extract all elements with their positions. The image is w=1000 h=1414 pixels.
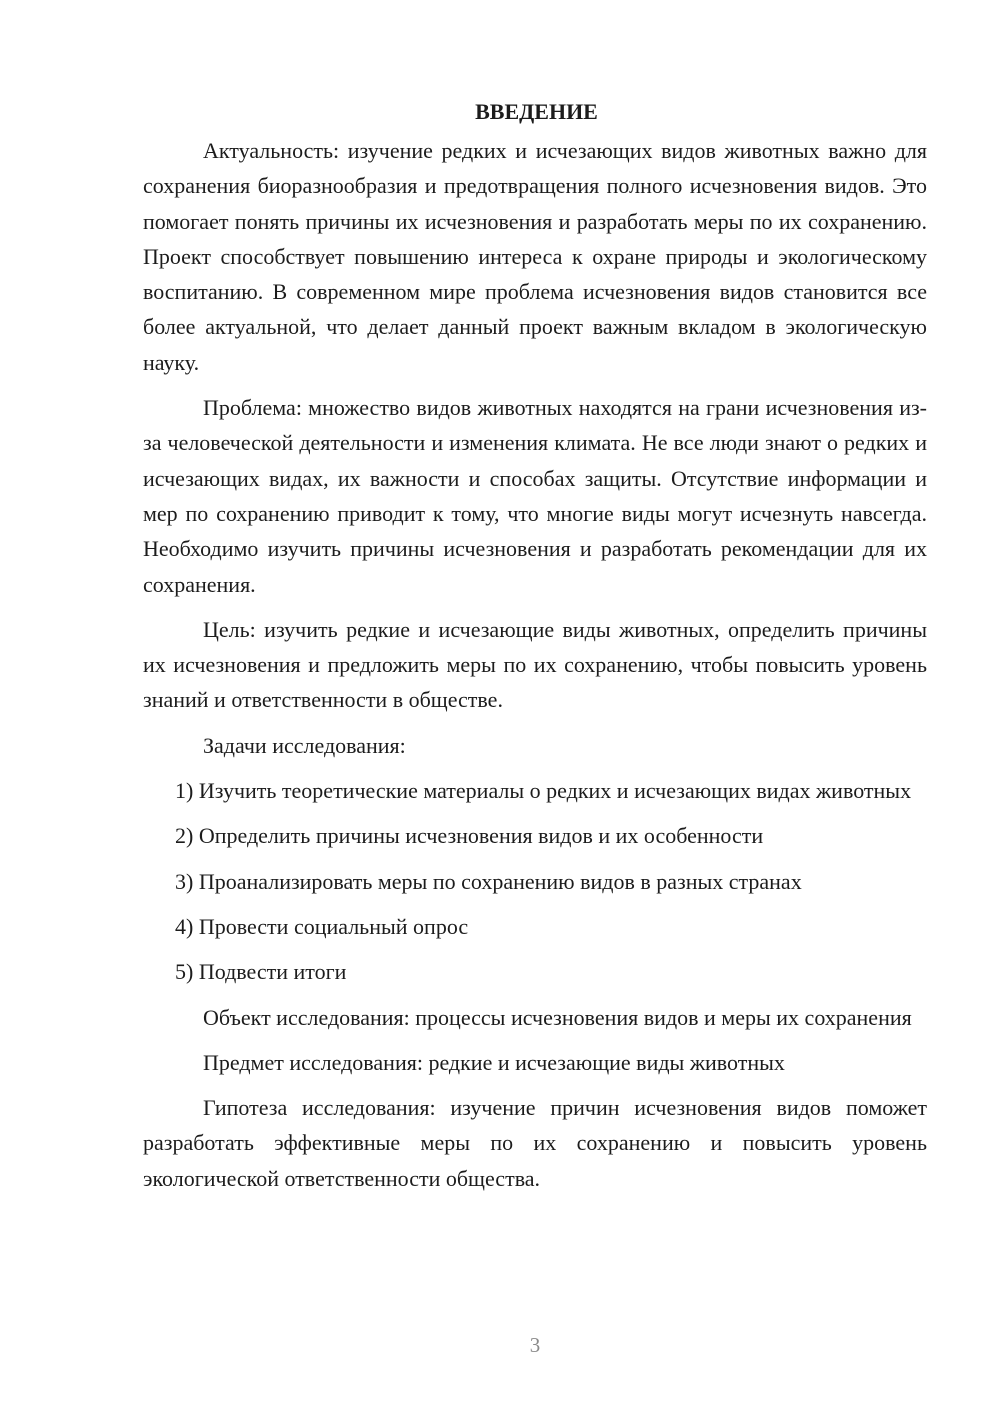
paragraph-subject: Предмет исследования: редкие и исчезающие виды животных [203,1049,785,1075]
page-number: 3 [529,1333,541,1357]
paragraph-object: Объект исследования: процессы исчезновения видов и меры их сохранения [203,1004,912,1030]
paragraph-hypothesis: Гипотеза исследования: изучение причин исчезновения видов поможет разработать эффективные меры по их сохранению и повысить уровень экологической ответственности общества. [143,1095,927,1191]
task-item-5: 5) Подвести итоги [175,959,347,985]
tasks-heading: Задачи исследования: [203,732,406,758]
task-item-1: 1) Изучить теоретические материалы о редких и исчезающих видах животных [175,778,912,804]
section-heading: ВВЕДЕНИЕ [475,99,598,124]
task-item-2: 2) Определить причины исчезновения видов и их особенности [175,823,764,849]
task-item-3: 3) Проанализировать меры по сохранению видов в разных странах [175,868,802,894]
paragraph-relevance: Актуальность: изучение редких и исчезающих видов животных важно для сохранения биоразнообразия и предотвращения полного исчезновения видов. Это помогает понять причины их исчезновения и разработать меры по их сохранению. Проект способствует повышению интереса к охране природы и экологическому воспитанию. В современном мире проблема исчезновения видов становится все более актуальной, что делает данный проект важным вкладом в экологическую науку. [143,138,927,375]
task-item-4: 4) Провести социальный опрос [175,913,469,939]
paragraph-problem: Проблема: множество видов животных находятся на грани исчезновения из-за человеческой деятельности и изменения климата. Не все люди знают о редких и исчезающих видах, их важности и способах защиты. Отсутствие информации и мер по сохранению приводит к тому, что многие виды могут исчезнуть навсегда. Необходимо изучить причины исчезновения и разработать рекомендации для их сохранения. [143,395,927,597]
document-body [143,98,927,1206]
paragraph-goal: Цель: изучить редкие и исчезающие виды животных, определить причины их исчезновения и предложить меры по их сохранению, чтобы повысить уровень знаний и ответственности в обществе. [143,616,927,713]
